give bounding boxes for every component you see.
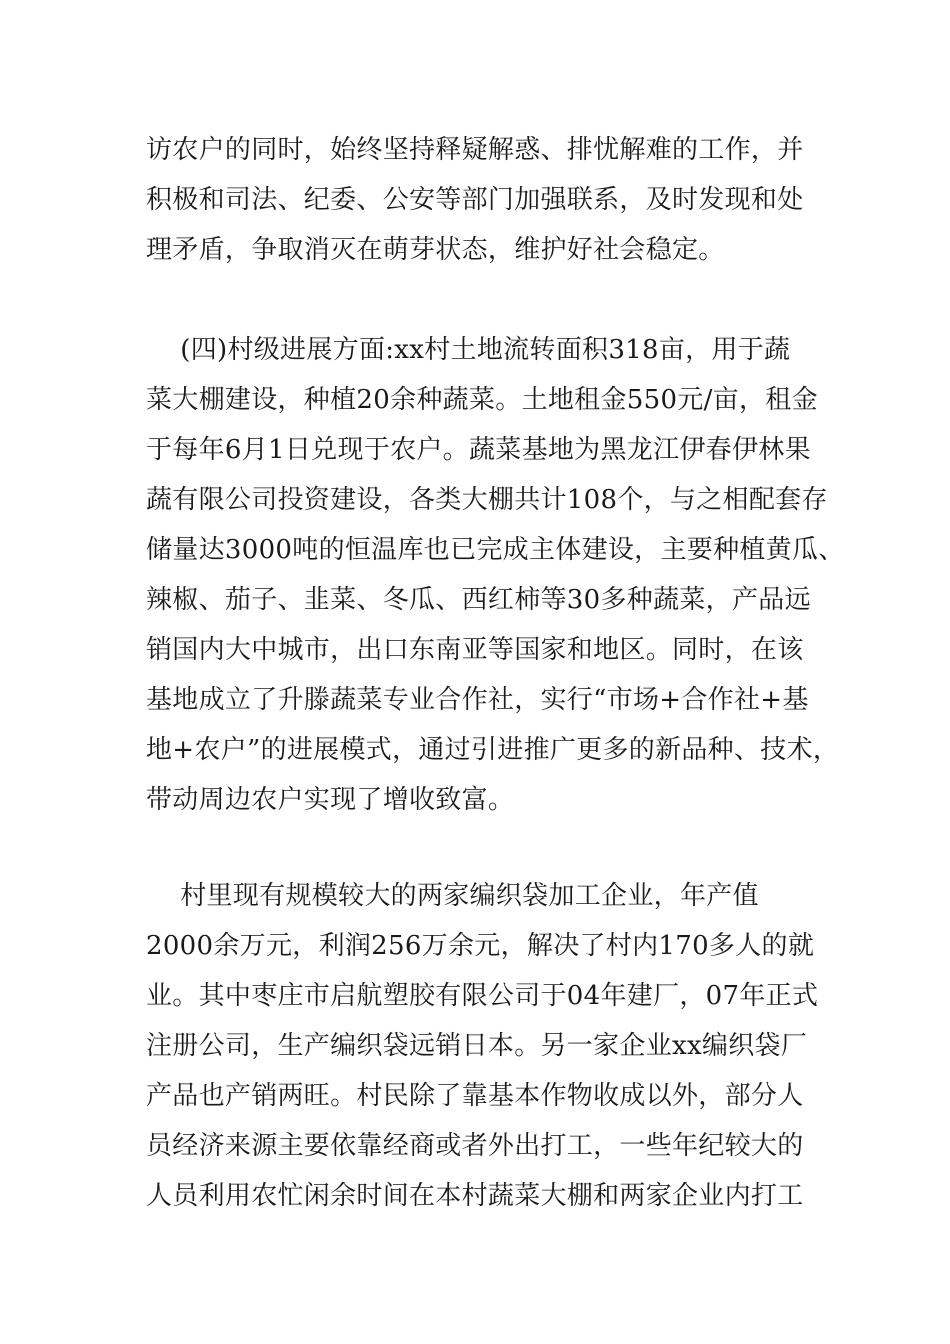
text-line: 地+农户”的进展模式，通过引进推广更多的新品种、技术， [146, 735, 840, 765]
text-line: 人员利用农忙闲余时间在本村蔬菜大棚和两家企业内打工 [146, 1181, 804, 1211]
text-line: 业。其中枣庄市启航塑胶有限公司于04年建厂，07年正式 [146, 981, 819, 1011]
text-line: 菜大棚建设，种植20余种蔬菜。土地租金550元/亩，租金 [146, 385, 818, 415]
text-line: 村里现有规模较大的两家编织袋加工企业，年产值 [146, 881, 759, 911]
text-line: 辣椒、茄子、韭菜、冬瓜、西红柿等30多种蔬菜，产品远 [146, 585, 811, 615]
text-line: 销国内大中城市，出口东南亚等国家和地区。同时，在该 [146, 635, 804, 665]
paragraph-village-enterprises [146, 871, 819, 1221]
text-line: 注册公司，生产编织袋远销日本。另一家企业xx编织袋厂 [146, 1031, 808, 1061]
text-line: 2000余万元，利润256万余元，解决了村内170多人的就 [146, 931, 815, 961]
text-line: 带动周边农户实现了增收致富。 [146, 785, 515, 815]
text-line: 员经济来源主要依靠经商或者外出打工，一些年纪较大的 [146, 1131, 804, 1161]
text-line: 蔬有限公司投资建设，各类大棚共计108个，与之相配套存 [146, 485, 828, 515]
paragraph-village-development [146, 325, 845, 825]
text-line: 储量达3000吨的恒温库也已完成主体建设，主要种植黄瓜、 [146, 535, 845, 565]
text-line: 积极和司法、纪委、公安等部门加强联系，及时发现和处 [146, 185, 804, 215]
text-line: (四)村级进展方面:xx村土地流转面积318亩，用于蔬 [146, 335, 791, 365]
text-line: 基地成立了升滕蔬菜专业合作社，实行“市场+合作社+基 [146, 685, 809, 715]
text-line: 理矛盾，争取消灭在萌芽状态，维护好社会稳定。 [146, 235, 725, 265]
text-line: 访农户的同时，始终坚持释疑解惑、排忧解难的工作，并 [146, 135, 804, 165]
text-line: 产品也产销两旺。村民除了靠基本作物收成以外，部分人 [146, 1081, 804, 1111]
text-line: 于每年6月1日兑现于农户。蔬菜基地为黑龙江伊春伊林果 [146, 435, 811, 465]
paragraph-stability-work [146, 125, 816, 275]
